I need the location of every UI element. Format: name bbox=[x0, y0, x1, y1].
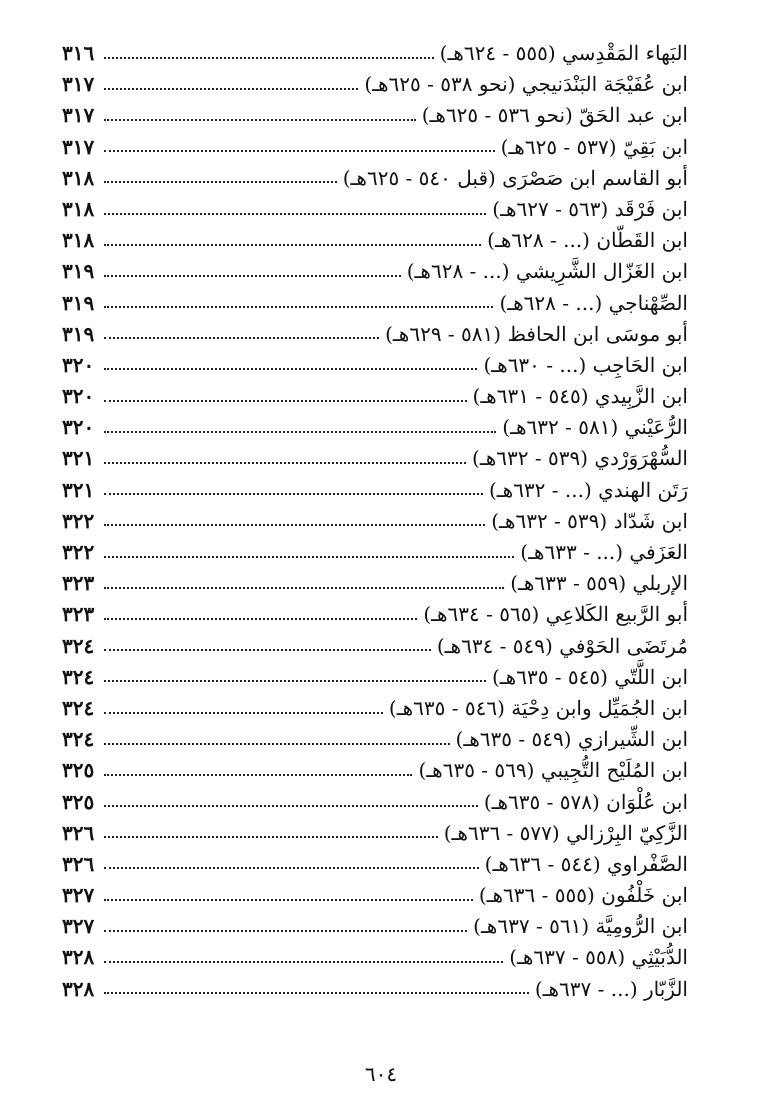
entry-title: الإربلي (٥٥٩ - ٦٣٣هـ) bbox=[510, 571, 688, 596]
leader-dots bbox=[104, 213, 486, 215]
entry-title: الصِّهْناجي (... - ٦٢٨هـ) bbox=[499, 290, 688, 315]
entry-page: ٣٢١ bbox=[62, 446, 95, 471]
toc-entry bbox=[62, 662, 688, 693]
leader-dots bbox=[104, 119, 415, 121]
entry-title: ابن الغَزّال الشَّرِيشي (... - ٦٢٨هـ) bbox=[406, 259, 688, 284]
toc-entry bbox=[62, 225, 688, 256]
entry-page: ٣١٧ bbox=[62, 72, 95, 97]
leader-dots bbox=[104, 368, 477, 370]
entry-page: ٣٢٠ bbox=[62, 384, 95, 409]
page-number: ٦٠٤ bbox=[364, 1062, 398, 1086]
toc-entry bbox=[62, 38, 688, 69]
toc-entry bbox=[62, 849, 688, 880]
toc-entry bbox=[62, 288, 688, 319]
entry-title: ابن عبد الحَقّ (نحو ٥٣٦ - ٦٢٥هـ) bbox=[421, 103, 688, 128]
entry-title: العَزَفي (... - ٦٣٣هـ) bbox=[520, 540, 688, 564]
toc-entry bbox=[62, 69, 688, 100]
leader-dots bbox=[104, 150, 494, 152]
entry-page: ٣١٧ bbox=[62, 134, 95, 159]
leader-dots bbox=[104, 462, 466, 464]
toc-entry bbox=[62, 443, 688, 474]
leader-dots bbox=[104, 400, 466, 402]
entry-page: ٣٢٧ bbox=[62, 914, 95, 939]
entry-title: ابن الجُمَيِّل وابن دِحْيَة (٥٤٦ - ٦٣٥هـ) bbox=[388, 695, 688, 720]
entry-page: ٣٢٦ bbox=[62, 820, 95, 845]
leader-dots bbox=[104, 337, 379, 339]
toc-entry bbox=[62, 631, 688, 662]
entry-page: ٣٢٢ bbox=[62, 540, 95, 564]
entry-page: ٣٢٢ bbox=[62, 508, 95, 533]
entry-title: الصَّفْراوي (٥٤٤ - ٦٣٦هـ) bbox=[484, 851, 688, 876]
entry-page: ٣٢٦ bbox=[62, 851, 95, 876]
leader-dots bbox=[104, 992, 529, 994]
entry-page: ٣٢١ bbox=[62, 477, 95, 502]
toc-entry bbox=[62, 942, 688, 973]
entry-page: ٣٢٨ bbox=[62, 976, 95, 1001]
toc-entry bbox=[62, 100, 688, 131]
entry-title: ابن الزَّبِيدي (٥٤٥ - ٦٣١هـ) bbox=[472, 384, 688, 409]
entry-page: ٣١٦ bbox=[62, 41, 95, 65]
toc-entry bbox=[62, 911, 688, 942]
entry-title: أبو الرَّبيع الكَلاعِي (٥٦٥ - ٦٣٤هـ) bbox=[423, 602, 688, 627]
entry-page: ٣١٨ bbox=[62, 165, 95, 190]
leader-dots bbox=[104, 88, 358, 90]
entry-title: مُرتَضَى الحَوْفي (٥٤٩ - ٦٣٤هـ) bbox=[436, 633, 688, 658]
entry-page: ٣١٩ bbox=[62, 290, 95, 315]
toc-entry bbox=[62, 787, 688, 818]
leader-dots bbox=[104, 743, 449, 745]
toc-entry bbox=[62, 163, 688, 194]
toc-entry bbox=[62, 506, 688, 537]
toc-entry bbox=[62, 381, 688, 412]
toc-entry bbox=[62, 693, 688, 724]
leader-dots bbox=[104, 587, 504, 589]
entry-page: ٣٢٥ bbox=[62, 789, 95, 814]
entry-page: ٣٢٤ bbox=[62, 727, 95, 752]
leader-dots bbox=[104, 275, 401, 277]
entry-title: البَهاء المَقْدِسي (٥٥٥ - ٦٢٤هـ) bbox=[439, 41, 688, 65]
entry-page: ٣٢٠ bbox=[62, 352, 95, 377]
toc-entry bbox=[62, 599, 688, 630]
entry-title: السُّهْرَوَرْدي (٥٣٩ - ٦٣٢هـ) bbox=[472, 446, 688, 471]
entry-title: الزَّكِيّ البِرْزالي (٥٧٧ - ٦٣٦هـ) bbox=[443, 820, 688, 845]
entry-page: ٣٢٨ bbox=[62, 945, 95, 970]
leader-dots bbox=[104, 649, 431, 651]
toc-entry bbox=[62, 132, 688, 163]
toc-entry bbox=[62, 974, 688, 1005]
leader-dots bbox=[104, 805, 478, 807]
leader-dots bbox=[104, 306, 493, 308]
entry-title: ابن فَرْقَد (٥٦٣ - ٦٢٧هـ) bbox=[492, 196, 688, 221]
entry-title: ابن المُلَيْح التُّجِيبي (٥٦٩ - ٦٣٥هـ) bbox=[418, 758, 688, 783]
entry-title: ابن عُفَيْجَة البَنْدَنيجي (نحو ٥٣٨ - ٦٢٥هـ) bbox=[364, 72, 688, 97]
entry-title: ابن عُلْوَان (٥٧٨ - ٦٣٥هـ) bbox=[483, 789, 688, 814]
entry-page: ٣٢٤ bbox=[62, 695, 95, 720]
leader-dots bbox=[104, 867, 478, 869]
leader-dots bbox=[104, 836, 438, 838]
entry-title: ابن بَقِيّ (٥٣٧ - ٦٢٥هـ) bbox=[500, 134, 688, 159]
toc-entry bbox=[62, 724, 688, 755]
entry-title: ابن خَلْفُون (٥٥٥ - ٦٣٦هـ) bbox=[478, 883, 688, 908]
entry-page: ٣١٧ bbox=[62, 103, 95, 128]
entry-page: ٣٢٤ bbox=[62, 664, 95, 689]
entry-page: ٣١٩ bbox=[62, 321, 95, 346]
leader-dots bbox=[104, 774, 412, 776]
toc-entry bbox=[62, 537, 688, 568]
leader-dots bbox=[104, 493, 483, 495]
entry-title: ابن القَطّان (... - ٦٢٨هـ) bbox=[487, 228, 688, 253]
toc-entry bbox=[62, 568, 688, 599]
table-of-contents bbox=[62, 38, 688, 1005]
leader-dots bbox=[104, 680, 486, 682]
entry-title: رَتَن الهندي (... - ٦٣٢هـ) bbox=[488, 477, 688, 502]
entry-page: ٣٢٣ bbox=[62, 571, 95, 596]
leader-dots bbox=[104, 524, 485, 526]
toc-entry bbox=[62, 880, 688, 911]
entry-page: ٣٢٣ bbox=[62, 602, 95, 627]
entry-page: ٣٢٠ bbox=[62, 415, 95, 440]
entry-title: ابن الحَاجِب (... - ٦٣٠هـ) bbox=[483, 352, 688, 377]
entry-page: ٣٢٧ bbox=[62, 883, 95, 908]
leader-dots bbox=[104, 556, 514, 558]
entry-title: ابن الرُّومِيَّة (٥٦١ - ٦٣٧هـ) bbox=[473, 914, 688, 939]
entry-title: الزَّبّار (... - ٦٣٧هـ) bbox=[534, 976, 688, 1001]
entry-title: ابن اللَّتّي (٥٤٥ - ٦٣٥هـ) bbox=[491, 664, 688, 689]
leader-dots bbox=[104, 181, 337, 183]
leader-dots bbox=[104, 712, 383, 714]
entry-page: ٣٢٥ bbox=[62, 758, 95, 783]
leader-dots bbox=[104, 930, 467, 932]
entry-page: ٣١٩ bbox=[62, 259, 95, 284]
toc-entry bbox=[62, 194, 688, 225]
leader-dots bbox=[104, 899, 473, 901]
leader-dots bbox=[104, 618, 417, 620]
entry-title: ابن شَدّاد (٥٣٩ - ٦٣٢هـ) bbox=[491, 508, 688, 533]
toc-entry bbox=[62, 412, 688, 443]
leader-dots bbox=[104, 244, 481, 246]
toc-entry bbox=[62, 475, 688, 506]
leader-dots bbox=[104, 961, 503, 963]
entry-title: ابن الشِّيرازي (٥٤٩ - ٦٣٥هـ) bbox=[455, 727, 688, 752]
toc-entry bbox=[62, 319, 688, 350]
entry-title: الدُّبَيْثِي (٥٥٨ - ٦٣٧هـ) bbox=[509, 945, 688, 970]
toc-entry bbox=[62, 350, 688, 381]
entry-page: ٣٢٤ bbox=[62, 633, 95, 658]
toc-entry bbox=[62, 256, 688, 287]
toc-entry bbox=[62, 818, 688, 849]
entry-title: الرُّعَيْني (٥٨١ - ٦٣٢هـ) bbox=[502, 415, 688, 440]
entry-title: أبو القاسم ابن صَصْرَى (قبل ٥٤٠ - ٦٢٥هـ) bbox=[342, 165, 688, 190]
entry-page: ٣١٨ bbox=[62, 196, 95, 221]
entry-page: ٣١٨ bbox=[62, 228, 95, 253]
toc-entry bbox=[62, 755, 688, 786]
leader-dots bbox=[104, 57, 433, 59]
leader-dots bbox=[104, 431, 496, 433]
entry-title: أبو موسَى ابن الحافظ (٥٨١ - ٦٢٩هـ) bbox=[385, 321, 688, 346]
